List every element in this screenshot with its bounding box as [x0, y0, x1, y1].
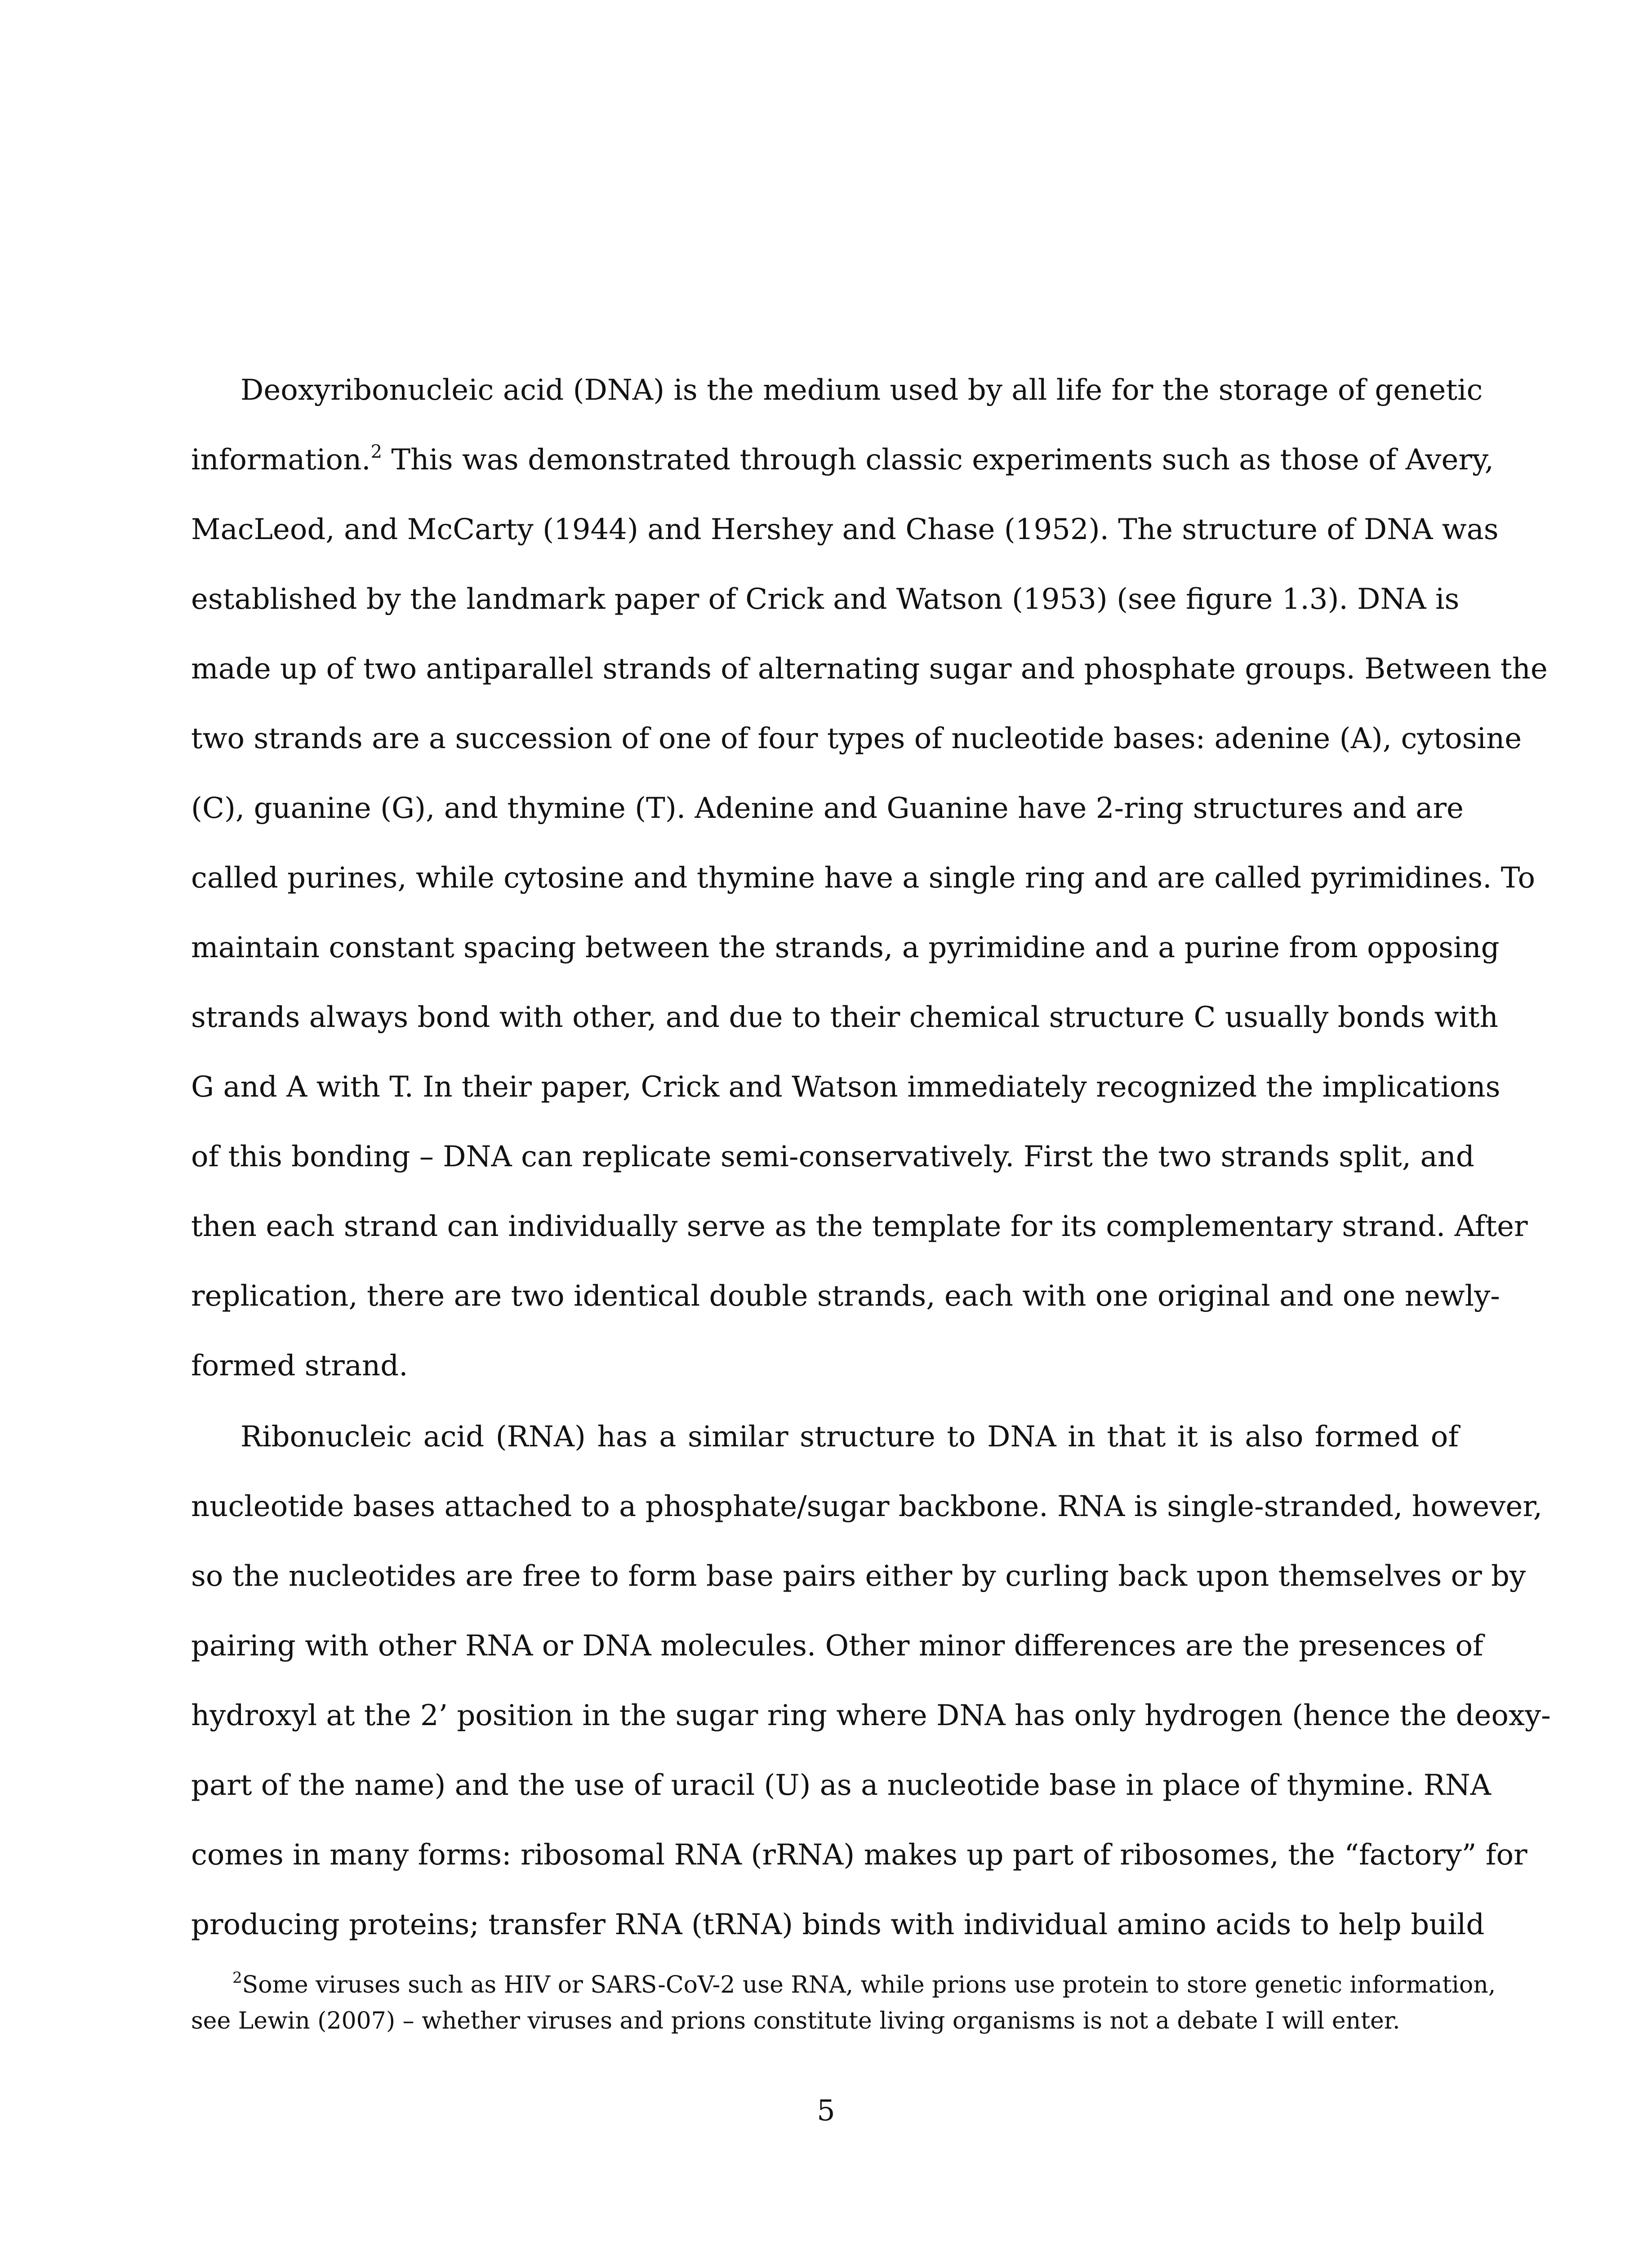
paragraph-line: strands always bond with other, and due to their chemical structure C usually bonds with [191, 1001, 1498, 1034]
paragraph-line: called purines, while cytosine and thymine have a single ring and are called pyrimidines. To [191, 861, 1535, 895]
paragraph-line: established by the landmark paper of Crick and Watson (1953) (see figure 1.3). DNA is [191, 583, 1460, 616]
footnote-reference[interactable]: 2 [370, 441, 383, 462]
footnote-mark: 2 [232, 1968, 242, 1987]
paragraph-line: two strands are a succession of one of four types of nucleotide bases: adenine (A), cytosine [191, 722, 1522, 755]
paragraph-line: Deoxyribonucleic acid (DNA) is the medium used by all life for the storage of genetic [240, 374, 1483, 407]
paragraph-line: made up of two antiparallel strands of alternating sugar and phosphate groups. Between the [191, 652, 1548, 686]
paragraph-text: This was demonstrated through classic experiments such as those of Avery, [391, 443, 1494, 477]
paragraph-line [191, 438, 1494, 482]
page-number: 5 [817, 2094, 835, 2128]
paragraph-text: information. [191, 443, 371, 477]
paragraph-line: pairing with other RNA or DNA molecules. Other minor differences are the presences of [191, 1629, 1483, 1663]
paragraph-line: then each strand can individually serve as the template for its complementary strand. After [191, 1210, 1528, 1243]
paragraph-line: maintain constant spacing between the strands, a pyrimidine and a purine from opposing [191, 931, 1500, 964]
paragraph-line: replication, there are two identical double strands, each with one original and one newly- [191, 1280, 1500, 1313]
paragraph-line: producing proteins; transfer RNA (tRNA) binds with individual amino acids to help build [191, 1908, 1485, 1941]
paragraph-line: part of the name) and the use of uracil (U) as a nucleotide base in place of thymine. RNA [191, 1769, 1491, 1802]
paragraph-line: G and A with T. In their paper, Crick and Watson immediately recognized the implications [191, 1070, 1501, 1104]
paragraph-line: comes in many forms: ribosomal RNA (rRNA) makes up part of ribosomes, the “factory” for [191, 1838, 1527, 1872]
footnote-line: see Lewin (2007) – whether viruses and prions constitute living organisms is not a debate I will enter. [191, 2007, 1400, 2034]
paragraph-line: (C), guanine (G), and thymine (T). Adenine and Guanine have 2-ring structures and are [191, 792, 1464, 825]
paragraph-line: MacLeod, and McCarty (1944) and Hershey and Chase (1952). The structure of DNA was [191, 513, 1499, 546]
paragraph-line: of this bonding – DNA can replicate semi-conservatively. First the two strands split, and [191, 1140, 1474, 1173]
paragraph-line: nucleotide bases attached to a phosphate/sugar backbone. RNA is single-stranded, however, [191, 1490, 1543, 1523]
footnote-line [232, 1968, 1496, 2001]
paragraph-line: hydroxyl at the 2’ position in the sugar ring where DNA has only hydrogen (hence the deoxy- [191, 1699, 1551, 1732]
paragraph-line: Ribonucleic acid (RNA) has a similar structure to DNA in that it is also formed of [240, 1420, 1459, 1454]
paragraph-line: so the nucleotides are free to form base pairs either by curling back upon themselves or by [191, 1560, 1526, 1593]
footnote-text: Some viruses such as HIV or SARS-CoV-2 use RNA, while prions use protein to store genetic information, [242, 1971, 1496, 1998]
paragraph-line: formed strand. [191, 1349, 408, 1383]
